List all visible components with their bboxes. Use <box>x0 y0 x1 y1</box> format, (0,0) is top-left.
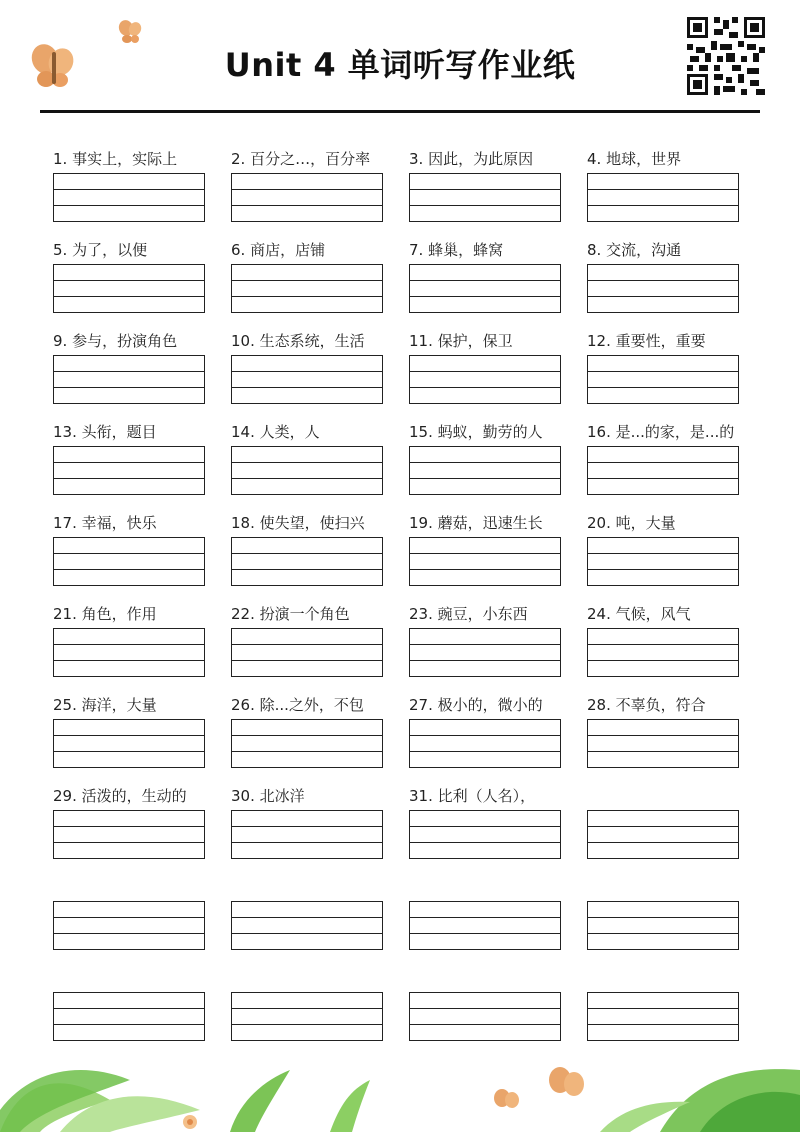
writing-line <box>588 371 738 372</box>
writing-line <box>410 1008 560 1009</box>
writing-line <box>410 478 560 479</box>
dictation-item <box>231 328 386 419</box>
answer-box[interactable] <box>231 264 383 313</box>
writing-line <box>410 280 560 281</box>
writing-line <box>410 933 560 934</box>
answer-box[interactable] <box>587 901 739 950</box>
answer-box[interactable] <box>409 992 561 1041</box>
item-prompt: 15. 蚂蚁，勤劳的人 <box>409 423 543 441</box>
item-prompt: 17. 幸福，快乐 <box>53 514 157 532</box>
flower-icon <box>183 1115 197 1129</box>
writing-line <box>54 751 204 752</box>
writing-line <box>410 1024 560 1025</box>
dictation-item <box>409 237 564 328</box>
answer-box[interactable] <box>587 173 739 222</box>
dictation-item <box>409 146 564 237</box>
item-prompt: 4. 地球，世界 <box>587 150 682 168</box>
writing-line <box>54 644 204 645</box>
answer-box[interactable] <box>53 810 205 859</box>
answer-box[interactable] <box>409 901 561 950</box>
dictation-item <box>587 692 742 783</box>
item-prompt: 6. 商店，店铺 <box>231 241 326 259</box>
writing-line <box>588 1008 738 1009</box>
answer-box[interactable] <box>587 719 739 768</box>
answer-box[interactable] <box>231 355 383 404</box>
writing-line <box>54 569 204 570</box>
item-prompt <box>409 874 564 900</box>
dictation-item <box>53 874 208 965</box>
answer-box[interactable] <box>409 628 561 677</box>
writing-line <box>588 735 738 736</box>
writing-line <box>588 1024 738 1025</box>
writing-line <box>232 644 382 645</box>
footer-decoration <box>0 1040 800 1132</box>
dictation-item <box>409 510 564 601</box>
answer-box[interactable] <box>587 355 739 404</box>
writing-line <box>54 933 204 934</box>
item-prompt: 29. 活泼的，生动的 <box>53 787 187 805</box>
writing-line <box>54 371 204 372</box>
writing-line <box>410 553 560 554</box>
writing-line <box>54 660 204 661</box>
answer-box[interactable] <box>231 628 383 677</box>
item-prompt: 7. 蜂巢，蜂窝 <box>409 241 504 259</box>
item-prompt: 11. 保护，保卫 <box>409 332 513 350</box>
writing-line <box>410 917 560 918</box>
leaf-icon <box>0 1069 800 1132</box>
writing-line <box>410 751 560 752</box>
item-prompt: 16. 是...的家，是...的 <box>587 423 735 441</box>
dictation-item <box>53 601 208 692</box>
writing-line <box>232 371 382 372</box>
writing-line <box>410 826 560 827</box>
writing-line <box>54 826 204 827</box>
writing-line <box>232 569 382 570</box>
answer-box[interactable] <box>587 628 739 677</box>
dictation-item <box>587 146 742 237</box>
dictation-item <box>587 601 742 692</box>
writing-line <box>54 553 204 554</box>
dictation-item <box>587 237 742 328</box>
answer-box[interactable] <box>231 537 383 586</box>
item-prompt: 8. 交流，沟通 <box>587 241 682 259</box>
item-prompt: 25. 海洋，大量 <box>53 696 157 714</box>
title-divider <box>40 110 760 113</box>
answer-box[interactable] <box>53 901 205 950</box>
writing-line <box>232 478 382 479</box>
item-prompt <box>53 965 208 991</box>
dictation-item <box>53 328 208 419</box>
writing-line <box>54 478 204 479</box>
dictation-item <box>53 510 208 601</box>
answer-box[interactable] <box>231 992 383 1041</box>
writing-line <box>588 553 738 554</box>
dictation-item <box>231 419 386 510</box>
writing-line <box>588 478 738 479</box>
writing-line <box>410 735 560 736</box>
dictation-item <box>587 328 742 419</box>
writing-line <box>54 1008 204 1009</box>
writing-line <box>232 1008 382 1009</box>
dictation-item <box>231 601 386 692</box>
item-prompt: 31. 比利（人名）， <box>409 787 536 805</box>
dictation-item <box>231 783 386 874</box>
answer-box[interactable] <box>231 810 383 859</box>
answer-box[interactable] <box>53 446 205 495</box>
dictation-item <box>409 419 564 510</box>
answer-box[interactable] <box>231 719 383 768</box>
writing-line <box>232 826 382 827</box>
item-prompt: 21. 角色，作用 <box>53 605 157 623</box>
writing-line <box>54 280 204 281</box>
writing-line <box>410 387 560 388</box>
answer-box[interactable] <box>587 446 739 495</box>
dictation-item <box>53 237 208 328</box>
writing-line <box>232 553 382 554</box>
dictation-item <box>53 783 208 874</box>
answer-box[interactable] <box>409 264 561 313</box>
item-prompt: 10. 生态系统，生活 <box>231 332 365 350</box>
answer-box[interactable] <box>53 992 205 1041</box>
answer-box[interactable] <box>409 719 561 768</box>
writing-line <box>54 205 204 206</box>
writing-line <box>410 842 560 843</box>
qr-code-icon <box>687 17 765 95</box>
writing-line <box>54 842 204 843</box>
dictation-item <box>231 874 386 965</box>
dictation-item <box>587 783 742 874</box>
writing-line <box>54 296 204 297</box>
writing-line <box>588 189 738 190</box>
writing-line <box>232 1024 382 1025</box>
dictation-item <box>53 692 208 783</box>
writing-line <box>588 644 738 645</box>
item-prompt: 23. 豌豆，小东西 <box>409 605 528 623</box>
writing-line <box>232 735 382 736</box>
writing-line <box>232 387 382 388</box>
item-prompt: 26. 除...之外，不包 <box>231 696 364 714</box>
answer-box[interactable] <box>409 173 561 222</box>
item-prompt: 14. 人类，人 <box>231 423 320 441</box>
item-prompt <box>587 965 742 991</box>
writing-line <box>232 751 382 752</box>
writing-line <box>232 842 382 843</box>
item-prompt: 28. 不辜负，符合 <box>587 696 706 714</box>
answer-box[interactable] <box>587 992 739 1041</box>
writing-line <box>232 933 382 934</box>
writing-line <box>410 371 560 372</box>
answer-box[interactable] <box>231 446 383 495</box>
writing-line <box>54 189 204 190</box>
writing-line <box>232 462 382 463</box>
dictation-item <box>231 510 386 601</box>
writing-line <box>410 205 560 206</box>
item-prompt <box>231 874 386 900</box>
writing-line <box>410 462 560 463</box>
answer-box[interactable] <box>409 355 561 404</box>
answer-box[interactable] <box>53 264 205 313</box>
page-title: Unit 4 单词听写作业纸 <box>224 46 576 84</box>
writing-line <box>410 660 560 661</box>
answer-box[interactable] <box>231 173 383 222</box>
writing-line <box>232 917 382 918</box>
writing-line <box>588 387 738 388</box>
item-prompt: 19. 蘑菇，迅速生长 <box>409 514 543 532</box>
writing-line <box>588 933 738 934</box>
answer-box[interactable] <box>409 810 561 859</box>
butterfly-icon <box>494 1067 584 1108</box>
item-prompt: 27. 极小的，微小的 <box>409 696 543 714</box>
item-prompt: 20. 吨，大量 <box>587 514 676 532</box>
writing-line <box>54 917 204 918</box>
item-prompt <box>409 965 564 991</box>
dictation-grid <box>53 146 742 1056</box>
answer-box[interactable] <box>53 719 205 768</box>
writing-line <box>588 660 738 661</box>
writing-line <box>410 189 560 190</box>
writing-line <box>232 280 382 281</box>
writing-line <box>54 735 204 736</box>
dictation-item <box>409 601 564 692</box>
writing-line <box>232 189 382 190</box>
item-prompt: 22. 扮演一个角色 <box>231 605 350 623</box>
dictation-item <box>409 783 564 874</box>
writing-line <box>588 826 738 827</box>
item-prompt: 5. 为了，以便 <box>53 241 148 259</box>
writing-line <box>588 917 738 918</box>
dictation-item <box>587 874 742 965</box>
answer-box[interactable] <box>53 628 205 677</box>
writing-line <box>588 280 738 281</box>
writing-line <box>232 205 382 206</box>
item-prompt: 1. 事实上，实际上 <box>53 150 178 168</box>
writing-line <box>410 569 560 570</box>
writing-line <box>54 1024 204 1025</box>
writing-line <box>588 842 738 843</box>
item-prompt: 12. 重要性，重要 <box>587 332 706 350</box>
writing-line <box>588 462 738 463</box>
item-prompt <box>587 874 742 900</box>
writing-line <box>54 387 204 388</box>
writing-line <box>232 660 382 661</box>
item-prompt <box>53 874 208 900</box>
answer-box[interactable] <box>409 446 561 495</box>
dictation-item <box>587 510 742 601</box>
dictation-item <box>53 419 208 510</box>
writing-line <box>410 644 560 645</box>
answer-box[interactable] <box>587 810 739 859</box>
item-prompt: 2. 百分之…，百分率 <box>231 150 371 168</box>
writing-line <box>410 296 560 297</box>
item-prompt: 9. 参与，扮演角色 <box>53 332 178 350</box>
item-prompt <box>231 965 386 991</box>
item-prompt: 24. 气候，风气 <box>587 605 691 623</box>
writing-line <box>588 205 738 206</box>
answer-box[interactable] <box>53 173 205 222</box>
answer-box[interactable] <box>53 537 205 586</box>
item-prompt: 30. 北冰洋 <box>231 787 305 805</box>
answer-box[interactable] <box>587 537 739 586</box>
writing-line <box>232 296 382 297</box>
item-prompt: 13. 头衔，题目 <box>53 423 157 441</box>
answer-box[interactable] <box>409 537 561 586</box>
dictation-item <box>409 692 564 783</box>
item-prompt: 18. 使失望，使扫兴 <box>231 514 365 532</box>
dictation-item <box>409 874 564 965</box>
writing-line <box>588 296 738 297</box>
dictation-item <box>231 692 386 783</box>
writing-line <box>588 569 738 570</box>
dictation-item <box>231 146 386 237</box>
answer-box[interactable] <box>587 264 739 313</box>
answer-box[interactable] <box>53 355 205 404</box>
item-prompt: 3. 因此，为此原因 <box>409 150 534 168</box>
answer-box[interactable] <box>231 901 383 950</box>
item-prompt <box>587 783 742 809</box>
writing-line <box>588 751 738 752</box>
dictation-item <box>231 237 386 328</box>
dictation-item <box>53 146 208 237</box>
dictation-item <box>587 419 742 510</box>
writing-line <box>54 462 204 463</box>
dictation-item <box>409 328 564 419</box>
